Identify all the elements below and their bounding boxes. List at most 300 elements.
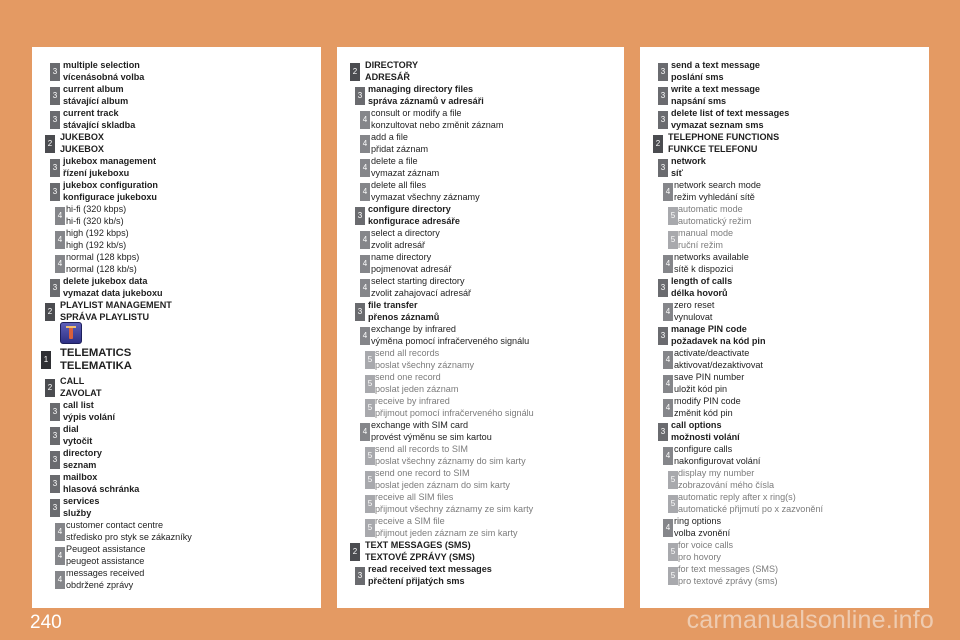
menu-item-czech: přijmout všechny záznamy ze sim karty	[375, 503, 534, 514]
menu-item-czech: TELEMATIKA	[60, 359, 132, 372]
level-badge: 3	[50, 63, 60, 81]
menu-item-text	[678, 468, 774, 491]
menu-item-text	[63, 156, 156, 179]
menu-item-text	[368, 204, 460, 227]
telematics-icon	[60, 322, 82, 344]
level-badge: 4	[360, 135, 370, 153]
menu-row	[640, 178, 929, 202]
level-badge: 5	[668, 543, 678, 561]
menu-item-text	[671, 420, 740, 443]
menu-item-english: PLAYLIST MANAGEMENT	[60, 300, 172, 310]
menu-item-text	[63, 276, 163, 299]
menu-item-english: display my number	[678, 468, 755, 478]
menu-item-czech: poslat jeden záznam do sim karty	[375, 479, 510, 490]
menu-item-english: directory	[63, 448, 102, 458]
level-badge: 3	[50, 427, 60, 445]
menu-item-text	[371, 228, 440, 251]
menu-row	[640, 394, 929, 418]
menu-item-english: modify PIN code	[674, 396, 741, 406]
level-badge: 4	[55, 207, 65, 225]
menu-item-czech: výměna pomocí infračerveného signálu	[371, 335, 530, 346]
level-badge: 3	[658, 87, 668, 105]
menu-item-czech: automatické přijmutí po x zazvonění	[678, 503, 824, 514]
menu-row	[32, 82, 321, 106]
menu-row	[337, 106, 624, 130]
menu-item-czech: uložit kód pin	[674, 383, 728, 394]
menu-item-english: delete all files	[371, 180, 427, 190]
menu-row	[337, 394, 624, 418]
menu-column-2	[337, 47, 624, 608]
menu-row	[640, 154, 929, 178]
menu-item-text	[368, 300, 439, 323]
menu-icon-row	[32, 322, 321, 346]
menu-item-english: manage PIN code	[671, 324, 747, 334]
menu-row	[640, 370, 929, 394]
menu-item-czech: vymazat data jukeboxu	[63, 287, 163, 298]
level-badge: 4	[360, 327, 370, 345]
level-badge: 5	[365, 375, 375, 393]
level-badge: 5	[365, 447, 375, 465]
menu-item-text	[371, 420, 492, 443]
menu-row	[337, 346, 624, 370]
level-badge: 3	[50, 183, 60, 201]
level-badge: 3	[50, 87, 60, 105]
menu-item-czech: řízení jukeboxu	[63, 167, 130, 178]
menu-item-text	[368, 564, 492, 587]
menu-item-czech: nakonfigurovat volání	[674, 455, 761, 466]
menu-row	[32, 518, 321, 542]
menu-item-text	[63, 108, 135, 131]
menu-item-english: customer contact centre	[66, 520, 164, 530]
menu-item-english: network	[671, 156, 706, 166]
menu-row	[640, 226, 929, 250]
menu-item-czech: přijmout jeden záznam ze sim karty	[375, 527, 518, 538]
level-badge: 3	[355, 87, 365, 105]
menu-row	[337, 514, 624, 538]
menu-item-text	[371, 156, 439, 179]
menu-item-text	[375, 444, 526, 467]
menu-item-text	[60, 347, 132, 372]
menu-item-english: networks available	[674, 252, 749, 262]
menu-item-english: consult or modify a file	[371, 108, 462, 118]
menu-item-text	[60, 376, 102, 399]
menu-item-czech: ruční režim	[678, 239, 723, 250]
menu-item-english: jukebox configuration	[63, 180, 158, 190]
menu-item-text	[674, 372, 744, 395]
menu-row	[640, 274, 929, 298]
level-badge: 5	[668, 231, 678, 249]
level-badge: 4	[360, 255, 370, 273]
menu-item-czech: ZAVOLAT	[60, 387, 102, 398]
menu-item-text	[678, 540, 733, 563]
menu-item-text	[674, 396, 741, 419]
level-badge: 4	[360, 231, 370, 249]
menu-item-czech: zvolit adresář	[371, 239, 426, 250]
menu-item-english: send all records to SIM	[375, 444, 468, 454]
menu-row	[32, 542, 321, 566]
menu-row	[337, 466, 624, 490]
menu-item-english: normal (128 kbps)	[66, 252, 140, 262]
menu-row	[337, 298, 624, 322]
menu-item-english: configure directory	[368, 204, 451, 214]
menu-item-english: length of calls	[671, 276, 733, 286]
menu-row	[640, 466, 929, 490]
level-badge: 2	[350, 543, 360, 561]
menu-item-english: for voice calls	[678, 540, 734, 550]
level-badge: 5	[365, 399, 375, 417]
menu-item-english: current album	[63, 84, 124, 94]
menu-item-english: send a text message	[671, 60, 760, 70]
level-badge: 3	[50, 475, 60, 493]
menu-item-text	[66, 520, 192, 543]
menu-item-text	[674, 444, 760, 467]
menu-item-english: multiple selection	[63, 60, 140, 70]
menu-item-czech: možnosti volání	[671, 431, 740, 442]
menu-item-czech: volba zvonění	[674, 527, 731, 538]
menu-item-text	[671, 276, 732, 299]
menu-item-text	[63, 448, 102, 471]
level-badge: 3	[50, 111, 60, 129]
menu-item-czech: přenos záznamů	[368, 311, 440, 322]
menu-item-english: DIRECTORY	[365, 60, 419, 70]
menu-item-english: call list	[63, 400, 94, 410]
level-badge: 4	[663, 375, 673, 393]
menu-item-czech: vymazat záznam	[371, 167, 440, 178]
menu-row	[337, 178, 624, 202]
menu-item-czech: vymazat seznam sms	[671, 119, 764, 130]
menu-item-czech: stávající skladba	[63, 119, 136, 130]
menu-item-text	[678, 204, 751, 227]
level-badge: 4	[663, 399, 673, 417]
menu-item-text	[66, 228, 129, 251]
menu-item-english: ring options	[674, 516, 722, 526]
menu-item-text	[375, 348, 474, 371]
menu-item-czech: požadavek na kód pin	[671, 335, 766, 346]
menu-item-czech: vymazat všechny záznamy	[371, 191, 480, 202]
menu-item-czech: přečtení přijatých sms	[368, 575, 465, 586]
menu-item-text	[671, 156, 706, 179]
menu-item-czech: správa záznamů v adresáři	[368, 95, 484, 106]
level-badge: 4	[663, 255, 673, 273]
menu-item-english: call options	[671, 420, 722, 430]
level-badge: 2	[45, 379, 55, 397]
menu-row	[337, 250, 624, 274]
menu-row	[32, 346, 321, 374]
menu-item-text	[678, 228, 733, 251]
menu-item-english: send one record	[375, 372, 441, 382]
level-badge: 3	[355, 567, 365, 585]
menu-item-english: name directory	[371, 252, 432, 262]
level-badge: 3	[50, 279, 60, 297]
menu-item-english: TELEMATICS	[60, 347, 132, 359]
menu-row	[640, 298, 929, 322]
menu-item-text	[365, 60, 418, 83]
level-badge: 5	[365, 519, 375, 537]
menu-item-text	[671, 60, 760, 83]
menu-row	[337, 562, 624, 586]
menu-item-text	[671, 108, 789, 131]
menu-item-text	[375, 396, 534, 419]
level-badge: 5	[668, 567, 678, 585]
menu-item-czech: poslat všechny záznamy	[375, 359, 475, 370]
menu-item-czech: SPRÁVA PLAYLISTU	[60, 311, 150, 322]
menu-item-english: automatic reply after x ring(s)	[678, 492, 796, 502]
menu-item-english: receive by infrared	[375, 396, 450, 406]
level-badge: 3	[658, 63, 668, 81]
level-badge: 4	[663, 447, 673, 465]
menu-item-czech: pro textové zprávy (sms)	[678, 575, 778, 586]
menu-row	[337, 154, 624, 178]
level-badge: 1	[41, 351, 51, 369]
menu-item-czech: peugeot assistance	[66, 555, 145, 566]
menu-item-text	[60, 132, 104, 155]
menu-row	[337, 130, 624, 154]
menu-item-text	[671, 84, 760, 107]
menu-row	[337, 226, 624, 250]
menu-item-english: exchange by infrared	[371, 324, 456, 334]
menu-item-text	[365, 540, 475, 563]
menu-item-english: messages received	[66, 568, 145, 578]
level-badge: 5	[365, 351, 375, 369]
menu-row	[32, 154, 321, 178]
menu-item-text	[371, 108, 503, 131]
menu-row	[640, 82, 929, 106]
menu-item-czech: vícenásobná volba	[63, 71, 145, 82]
level-badge: 5	[365, 471, 375, 489]
menu-item-czech: pro hovory	[678, 551, 721, 562]
menu-item-text	[371, 276, 471, 299]
menu-item-english: automatic mode	[678, 204, 743, 214]
level-badge: 4	[55, 547, 65, 565]
menu-item-english: manual mode	[678, 228, 734, 238]
menu-item-text	[674, 348, 763, 371]
menu-row	[337, 202, 624, 226]
menu-row	[337, 370, 624, 394]
menu-item-czech: provést výměnu se sim kartou	[371, 431, 492, 442]
menu-item-czech: poslat všechny záznamy do sim karty	[375, 455, 526, 466]
menu-item-english: high (192 kbps)	[66, 228, 129, 238]
menu-row	[640, 130, 929, 154]
menu-column-3	[640, 47, 929, 608]
menu-item-english: mailbox	[63, 472, 98, 482]
menu-row	[32, 274, 321, 298]
menu-item-czech: sítě k dispozici	[674, 263, 734, 274]
menu-row	[32, 58, 321, 82]
menu-item-text	[375, 516, 518, 539]
menu-item-english: TEXT MESSAGES (SMS)	[365, 540, 471, 550]
menu-item-czech: konfigurace adresáře	[368, 215, 460, 226]
menu-item-text	[375, 372, 458, 395]
menu-row	[337, 538, 624, 562]
menu-row	[337, 418, 624, 442]
menu-item-czech: hlasová schránka	[63, 483, 140, 494]
menu-item-english: configure calls	[674, 444, 733, 454]
level-badge: 3	[658, 159, 668, 177]
menu-item-czech: přijmout pomocí infračerveného signálu	[375, 407, 534, 418]
menu-item-czech: pojmenovat adresář	[371, 263, 452, 274]
menu-item-english: zero reset	[674, 300, 715, 310]
menu-row	[32, 202, 321, 226]
menu-item-text	[60, 300, 172, 323]
menu-rows	[337, 47, 624, 586]
menu-item-english: TELEPHONE FUNCTIONS	[668, 132, 780, 142]
level-badge: 3	[50, 159, 60, 177]
menu-item-text	[674, 252, 749, 275]
menu-column-1	[32, 47, 321, 608]
page-number: 240	[30, 612, 62, 633]
level-badge: 2	[45, 303, 55, 321]
menu-item-czech: středisko pro styk se zákazníky	[66, 531, 192, 542]
menu-item-czech: změnit kód pin	[674, 407, 733, 418]
menu-item-text	[66, 204, 126, 227]
menu-item-english: services	[63, 496, 100, 506]
menu-row	[32, 446, 321, 470]
menu-item-english: delete a file	[371, 156, 418, 166]
level-badge: 4	[663, 183, 673, 201]
menu-item-text	[66, 544, 145, 567]
menu-row	[337, 274, 624, 298]
level-badge: 3	[658, 111, 668, 129]
menu-item-text	[63, 84, 128, 107]
menu-item-text	[671, 324, 766, 347]
menu-item-english: Peugeot assistance	[66, 544, 146, 554]
menu-item-text	[63, 496, 99, 519]
level-badge: 2	[653, 135, 663, 153]
menu-row	[32, 178, 321, 202]
menu-item-czech: automatický režim	[678, 215, 752, 226]
menu-row	[32, 494, 321, 518]
menu-row	[640, 58, 929, 82]
menu-item-text	[674, 516, 730, 539]
menu-item-english: save PIN number	[674, 372, 745, 382]
level-badge: 2	[350, 63, 360, 81]
menu-row	[32, 130, 321, 154]
menu-row	[640, 418, 929, 442]
menu-item-text	[63, 60, 144, 83]
level-badge: 5	[668, 207, 678, 225]
menu-row	[32, 566, 321, 590]
menu-item-czech: stávající album	[63, 95, 129, 106]
menu-item-czech: konfigurace jukeboxu	[63, 191, 157, 202]
menu-item-czech: obdržené zprávy	[66, 579, 134, 590]
menu-item-czech: vytočit	[63, 435, 93, 446]
menu-row	[337, 58, 624, 82]
menu-item-text	[674, 180, 761, 203]
level-badge: 4	[360, 159, 370, 177]
menu-item-english: current track	[63, 108, 119, 118]
menu-item-english: file transfer	[368, 300, 418, 310]
menu-item-text	[63, 180, 158, 203]
menu-item-english: network search mode	[674, 180, 761, 190]
menu-row	[640, 442, 929, 466]
menu-item-text	[368, 84, 484, 107]
menu-item-text	[371, 252, 451, 275]
menu-item-czech: aktivovat/dezaktivovat	[674, 359, 763, 370]
menu-rows	[32, 47, 321, 590]
level-badge: 3	[50, 499, 60, 517]
menu-row	[640, 490, 929, 514]
level-badge: 3	[658, 423, 668, 441]
menu-item-english: JUKEBOX	[60, 132, 104, 142]
menu-item-english: hi-fi (320 kbps)	[66, 204, 127, 214]
menu-row	[337, 442, 624, 466]
menu-item-english: activate/deactivate	[674, 348, 750, 358]
menu-row	[640, 514, 929, 538]
menu-item-english: for text messages (SMS)	[678, 564, 779, 574]
menu-item-czech: FUNKCE TELEFONU	[668, 143, 758, 154]
menu-row	[337, 82, 624, 106]
menu-item-czech: zobrazování mého čísla	[678, 479, 775, 490]
menu-item-english: delete jukebox data	[63, 276, 148, 286]
menu-item-czech: poslat jeden záznam	[375, 383, 459, 394]
menu-row	[640, 106, 929, 130]
menu-item-english: dial	[63, 424, 79, 434]
menu-item-czech: poslání sms	[671, 71, 724, 82]
menu-item-text	[375, 492, 533, 515]
level-badge: 5	[365, 495, 375, 513]
menu-item-czech: síť	[671, 167, 683, 178]
menu-item-text	[66, 568, 144, 591]
menu-item-english: write a text message	[671, 84, 760, 94]
menu-item-czech: vynulovat	[674, 311, 713, 322]
menu-item-czech: konzultovat nebo změnit záznam	[371, 119, 504, 130]
menu-item-text	[371, 324, 529, 347]
menu-item-english: select starting directory	[371, 276, 465, 286]
menu-item-czech: hi-fi (320 kb/s)	[66, 215, 124, 226]
level-badge: 2	[45, 135, 55, 153]
level-badge: 4	[663, 519, 673, 537]
menu-item-czech: napsání sms	[671, 95, 727, 106]
menu-item-czech: normal (128 kb/s)	[66, 263, 137, 274]
level-badge: 4	[55, 255, 65, 273]
menu-item-english: jukebox management	[63, 156, 156, 166]
menu-row	[32, 422, 321, 446]
level-badge: 3	[50, 403, 60, 421]
menu-item-text	[66, 252, 139, 275]
menu-item-english: managing directory files	[368, 84, 474, 94]
menu-row	[337, 322, 624, 346]
menu-item-english: exchange with SIM card	[371, 420, 469, 430]
menu-item-english: read received text messages	[368, 564, 492, 574]
menu-item-czech: režim vyhledání sítě	[674, 191, 755, 202]
menu-item-czech: výpis volání	[63, 411, 116, 422]
level-badge: 4	[55, 231, 65, 249]
menu-row	[32, 470, 321, 494]
level-badge: 4	[360, 279, 370, 297]
level-badge: 3	[355, 207, 365, 225]
level-badge: 4	[360, 111, 370, 129]
menu-row	[640, 202, 929, 226]
menu-item-english: CALL	[60, 376, 85, 386]
menu-item-czech: TEXTOVÉ ZPRÁVY (SMS)	[365, 551, 475, 562]
menu-item-text	[674, 300, 714, 323]
menu-item-text	[63, 424, 92, 447]
menu-item-czech: high (192 kb/s)	[66, 239, 127, 250]
level-badge: 4	[663, 303, 673, 321]
menu-row	[640, 562, 929, 586]
menu-row	[640, 538, 929, 562]
menu-item-czech: seznam	[63, 459, 97, 470]
menu-item-text	[668, 132, 779, 155]
menu-item-text	[63, 400, 115, 423]
menu-item-czech: JUKEBOX	[60, 143, 104, 154]
menu-row	[32, 398, 321, 422]
menu-item-text	[63, 472, 139, 495]
level-badge: 4	[55, 571, 65, 589]
menu-row	[640, 346, 929, 370]
menu-item-english: receive a SIM file	[375, 516, 445, 526]
menu-row	[32, 374, 321, 398]
